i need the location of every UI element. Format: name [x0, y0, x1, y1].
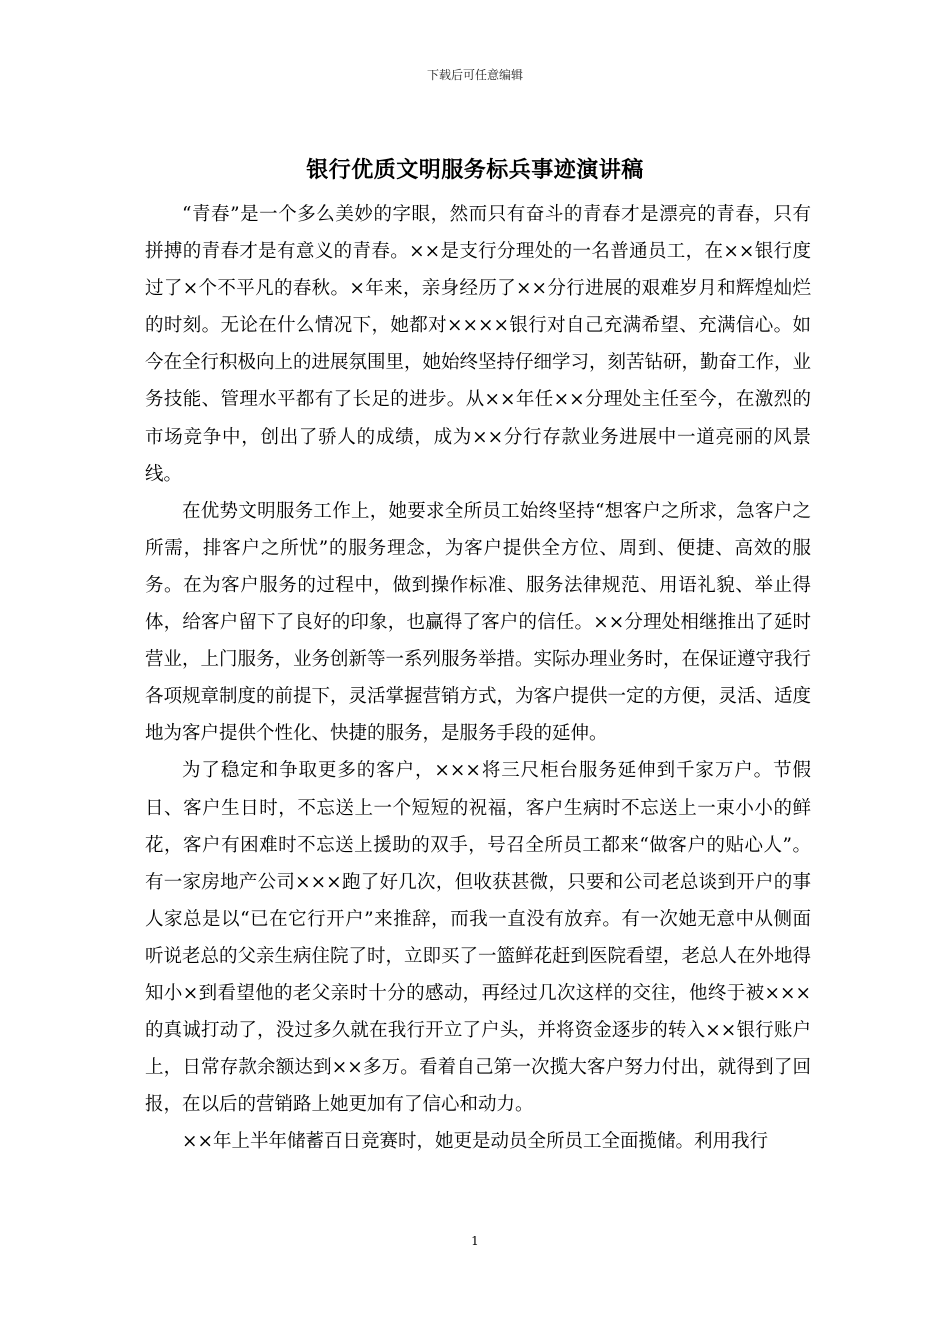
paragraph: 在优势文明服务工作上，她要求全所员工始终坚持“想客户之所求，急客户之所需，排客户之所忧”的服务理念，为客户提供全方位、周到、便捷、高效的服务。在为客户服务的过程中，做到操作标准、服务法律规范、用语礼貌、举止得体，给客户留下了良好的印象，也赢得了客户的信任。××分理处相继推出了延时营业，上门服务，业务创新等一系列服务举措。实际办理业务时，在保证遵守我行各项规章制度的前提下，灵活掌握营销方式，为客户提供一定的方便，灵活、适度地为客户提供个性化、快捷的服务，是服务手段的延伸。: [145, 500, 812, 745]
document-body: [145, 196, 811, 1160]
paragraph: “青春”是一个多么美妙的字眼，然而只有奋斗的青春才是漂亮的青春，只有拼搏的青春才是有意义的青春。××是支行分理处的一名普通员工，在××银行度过了×个不平凡的春秋。×年来，亲身经历了××分行进展的艰难岁月和辉煌灿烂的时刻。无论在什么情况下，她都对××××银行对自己充满希望、充满信心。如今在全行积极向上的进展氛围里，她始终坚持仔细学习，刻苦钻研，勤奋工作，业务技能、管理水平都有了长足的进步。从××年任××分理处主任至今，在激烈的市场竞争中，创出了骄人的成绩，成为××分行存款业务进展中一道亮丽的风景线。: [145, 204, 812, 485]
page-number: 1: [471, 1234, 479, 1248]
header-note: 下载后可任意编辑: [426, 68, 523, 82]
paragraph: ××年上半年储蓄百日竞赛时，她更是动员全所员工全面揽储。利用我行: [182, 1131, 769, 1153]
paragraph: 为了稳定和争取更多的客户，×××将三尺柜台服务延伸到千家万户。节假日、客户生日时，不忘送上一个短短的祝福，客户生病时不忘送上一束小小的鲜花，客户有困难时不忘送上援助的双手，号召全所员工都来“做客户的贴心人”。有一家房地产公司×××跑了好几次，但收获甚微，只要和公司老总谈到开户的事人家总是以“已在它行开户”来推辞，而我一直没有放弃。有一次她无意中从侧面听说老总的父亲生病住院了时，立即买了一篮鲜花赶到医院看望，老总人在外地得知小×到看望他的老父亲时十分的感动，再经过几次这样的交往，他终于被×××的真诚打动了，没过多久就在我行开立了户头，并将资金逐步的转入××银行账户上，日常存款余额达到××多万。看着自己第一次揽大客户努力付出，就得到了回报，在以后的营销路上她更加有了信心和动力。: [145, 760, 812, 1116]
document-title: 银行优质文明服务标兵事迹演讲稿: [306, 157, 644, 183]
